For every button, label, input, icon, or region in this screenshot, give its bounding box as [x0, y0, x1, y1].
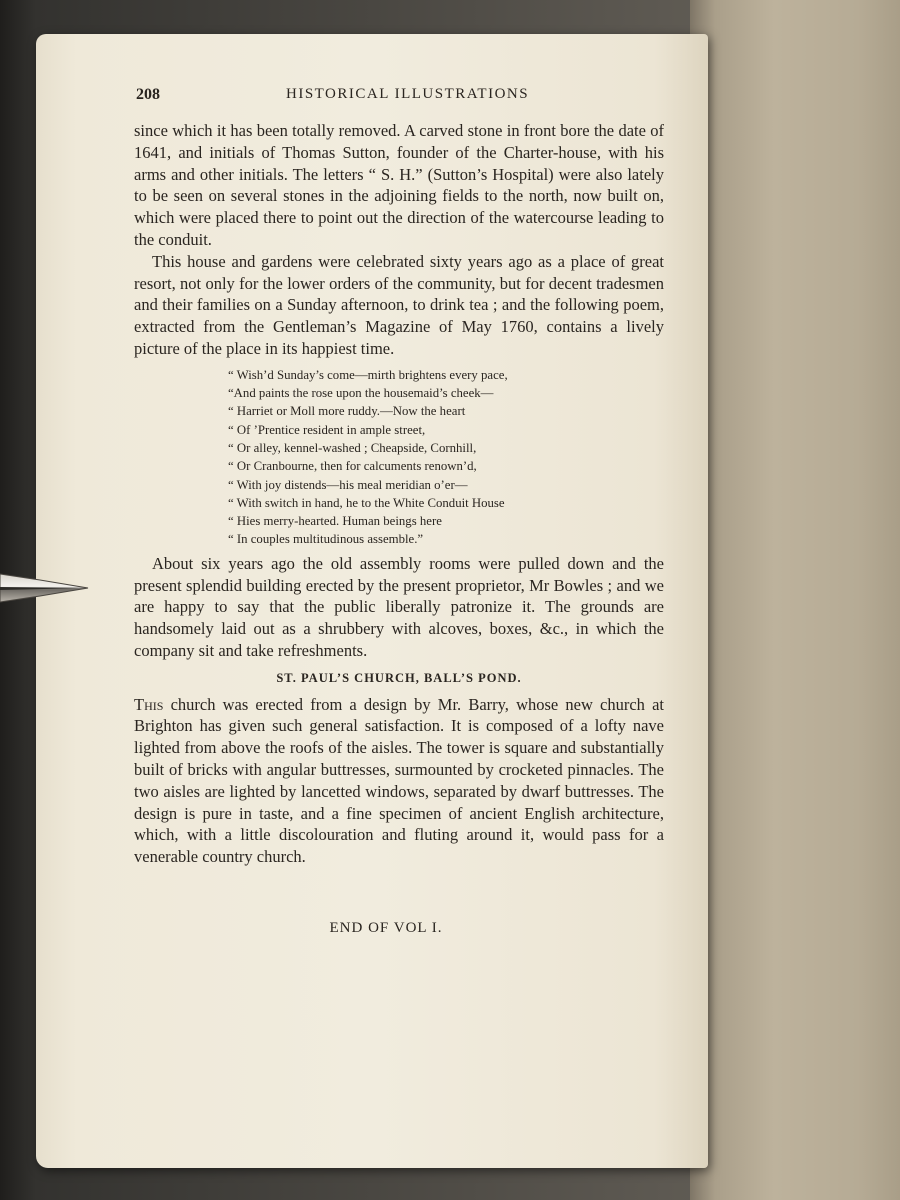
poem-line: “ In couples multitudinous assemble.” — [228, 532, 424, 547]
end-note: END OF VOL I. — [329, 920, 443, 936]
paragraph-4 — [134, 694, 664, 868]
section-heading: ST. PAUL’S CHURCH, BALL’S POND. — [276, 670, 522, 685]
poem-line: “ Of ’Prentice resident in ample street, — [228, 422, 426, 437]
poem-line: “ With switch in hand, he to the White Conduit House — [228, 495, 505, 510]
section-first-word: This — [134, 694, 164, 714]
poem-line: “ Or Cranbourne, then for calcuments renown’d, — [228, 459, 477, 474]
running-title: HISTORICAL ILLUSTRATIONS — [286, 86, 530, 102]
poem-line: “And paints the rose upon the housemaid’s cheek— — [228, 386, 494, 401]
book-back-cover — [690, 0, 900, 1200]
page-number: 208 — [136, 86, 160, 103]
book-page — [36, 34, 708, 1168]
pen-pointer-icon — [0, 566, 92, 610]
poem-line: “ Or alley, kennel-washed ; Cheapside, Cornhill, — [228, 440, 477, 455]
poem-line: “ Harriet or Moll more ruddy.—Now the heart — [228, 404, 466, 419]
poem-line: “ Wish’d Sunday’s come—mirth brightens every pace, — [228, 367, 508, 382]
poem-line: “ With joy distends—his meal meridian o’er— — [228, 477, 468, 492]
poem-line: “ Hies merry-hearted. Human beings here — [228, 514, 442, 529]
running-head — [136, 86, 656, 110]
section-paragraph-text: church was erected from a design by Mr. Barry, whose new church at Brighton has given such general satisfaction. It is composed of a lofty nave lighted from above the roofs of the aisles. The tower is square and substantially built of bricks with angular buttresses, surmounted by crocketed pinnacles. The two aisles are lighted by lancetted windows, separated by dwarf buttresses. The design is pure in taste, and a fine specimen of ancient English architecture, which, with a little discolouration and fluting around it, would pass for a venerable country church. — [134, 694, 664, 867]
paragraph-1: since which it has been totally removed. A carved stone in front bore the date of 1641, and initials of Thomas Sutton, founder of the Charter-house, with his arms and other initials. The letters “ S. H.” (Sutton’s Hospital) were also lately to be seen on several stones in the adjoining fields to the north, now built on, which were placed there to point out the direction of the watercourse leading to the conduit. — [134, 121, 664, 249]
poem — [228, 366, 664, 549]
paragraph-3: About six years ago the old assembly rooms were pulled down and the present splendid building erected by the present proprietor, Mr Bowles ; and we are happy to say that the public liberally patronize it. The grounds are handsomely laid out as a shrubbery with alcoves, boxes, &c., in which the company sit and take refreshments. — [134, 553, 664, 660]
body-text — [134, 120, 664, 868]
paragraph-2: This house and gardens were celebrated sixty years ago as a place of great resort, not only for the lower orders of the community, but for decent tradesmen and their families on a Sunday afternoon, to drink tea ; and the following poem, extracted from the Gentleman’s Magazine of May 1760, contains a lively picture of the place in its happiest time. — [134, 251, 664, 358]
